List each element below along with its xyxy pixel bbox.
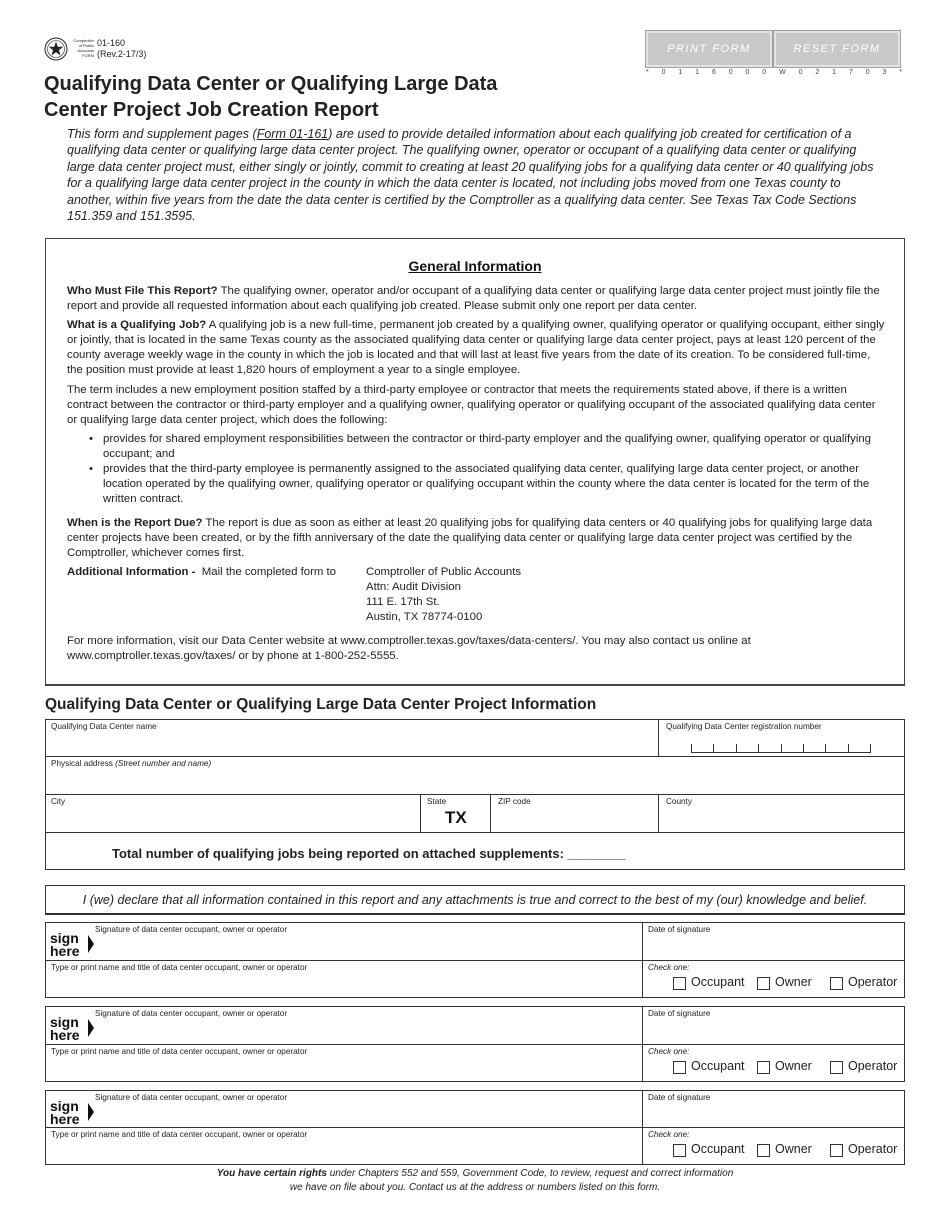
check-one-label: Check one: (648, 1047, 690, 1056)
sign-here-marker: sign here (50, 1098, 80, 1127)
owner-option-label: Owner (775, 1142, 812, 1156)
city-input[interactable] (51, 811, 411, 829)
date-of-signature-field[interactable] (642, 1006, 905, 1045)
physical-address-label: Physical address (Street number and name) (51, 759, 212, 768)
sign-here-arrow-icon (88, 1019, 94, 1037)
owner-checkbox[interactable] (757, 1061, 770, 1074)
operator-checkbox[interactable] (830, 1144, 843, 1157)
owner-checkbox[interactable] (757, 977, 770, 990)
operator-option-label: Operator (848, 1059, 898, 1073)
occupant-option-label: Occupant (691, 975, 745, 989)
date-of-signature-label: Date of signature (648, 1009, 711, 1018)
printed-name-field[interactable] (45, 1044, 643, 1082)
county-input[interactable] (666, 811, 896, 829)
sign-here-arrow-icon (88, 935, 94, 953)
zip-code-input[interactable] (498, 811, 648, 829)
zip-code-label: ZIP code (498, 797, 531, 806)
registration-number-boxes[interactable] (691, 744, 871, 753)
signature-field[interactable] (45, 1090, 643, 1128)
check-one-field (642, 1127, 905, 1165)
printed-name-field[interactable] (45, 1127, 643, 1165)
additional-info-label: Additional Information - Mail the completed form to (67, 566, 337, 578)
data-center-name-input[interactable] (51, 736, 651, 754)
check-one-field (642, 1044, 905, 1082)
date-of-signature-field[interactable] (642, 1090, 905, 1128)
occupant-option-label: Occupant (691, 1142, 745, 1156)
seal-text: Comptroller of Public Accounts FORM (73, 38, 94, 58)
print-form-button[interactable]: PRINT FORM (645, 30, 773, 68)
registration-number-label: Qualifying Data Center registration number (666, 722, 822, 731)
form-number: 01-160 (97, 38, 126, 48)
form-revision: (Rev.2-17/3) (97, 49, 147, 59)
operator-option-label: Operator (848, 975, 898, 989)
sign-here-arrow-icon (88, 1103, 94, 1121)
who-must-file-paragraph: Who Must File This Report? The qualifying owner, operator and/or occupant of a qualifying data center or qualifying large data center project must jointly file the report and provide all requested information about each qualifying job created. Please submit only one report per data center. (67, 285, 880, 312)
signature-field[interactable] (45, 922, 643, 961)
operator-option-label: Operator (848, 1142, 898, 1156)
date-of-signature-field[interactable] (642, 922, 905, 961)
occupant-checkbox[interactable] (673, 977, 686, 990)
form-01-161-link[interactable]: Form 01-161 (256, 127, 329, 141)
signature-label: Signature of data center occupant, owner or operator (95, 925, 288, 934)
printed-name-label: Type or print name and title of data center occupant, owner or operator (51, 963, 308, 972)
mailing-address: Comptroller of Public Accounts Attn: Audit Division 111 E. 17th St. Austin, TX 78774-0100 (366, 566, 522, 623)
physical-address-field[interactable] (45, 756, 905, 795)
signature-label: Signature of data center occupant, owner or operator (95, 1093, 288, 1102)
term-paragraph: The term includes a new employment position staffed by a third-party employee or contractor that meets the requirements stated above, if there is a written contract between the contractor or third-party employer and a qualifying owner, qualifying operator or qualifying occupant of the associated qualifying data center or qualifying large data center project, which does the following: (67, 384, 876, 426)
declaration-statement: I (we) declare that all information contained in this report and any attachments is true and correct to the best of my (our) knowledge and belief. (45, 885, 905, 914)
total-jobs-label[interactable]: Total number of qualifying jobs being reported on attached supplements: ________ (112, 846, 626, 861)
list-item: • provides that the third-party employee is permanently assigned to the associated qualifying data center, qualifying large data center project, or another location operated by the qualifying owner, qualifying operator or qualifying occupant within the county where the data center is located for the term of the written contract. (89, 463, 870, 505)
general-information-title: General Information (408, 258, 542, 274)
physical-address-input[interactable] (51, 773, 891, 791)
city-label: City (51, 797, 66, 806)
sign-here-marker: sign here (50, 1014, 80, 1043)
signature-label: Signature of data center occupant, owner or operator (95, 1009, 288, 1018)
owner-option-label: Owner (775, 1059, 812, 1073)
reset-form-button[interactable]: RESET FORM (773, 30, 901, 68)
report-due-paragraph: When is the Report Due? The report is due as soon as either at least 20 qualifying jobs for qualifying data centers or 40 qualifying jobs for qualifying large data center projects have been created, or by the fifth anniversary of the date the qualifying data center or qualifying large data center project was certified by the Comptroller, whichever comes first. (67, 517, 873, 559)
barcode-text: * 0 1 1 6 0 0 0 W 0 2 1 7 0 3 * (646, 69, 902, 76)
county-field[interactable] (658, 794, 905, 833)
data-center-name-label: Qualifying Data Center name (51, 722, 157, 731)
printed-name-label: Type or print name and title of data center occupant, owner or operator (51, 1130, 308, 1139)
state-value: TX (445, 808, 467, 827)
form-number-block (97, 38, 146, 60)
zip-code-field[interactable] (490, 794, 659, 833)
list-item: • provides for shared employment responsibilities between the contractor or third-party employer and the qualifying owner, qualifying operator or qualifying occupant; and (89, 433, 872, 460)
owner-option-label: Owner (775, 975, 812, 989)
city-field[interactable] (45, 794, 421, 833)
privacy-footer: You have certain rights under Chapters 552 and 559, Government Code, to review, request and correct information we have on file about you. Contact us at the address or numbers listed on this form. (216, 1168, 734, 1193)
qualifying-job-paragraph: What is a Qualifying Job? A qualifying job is a new full-time, permanent job created by a qualifying owner, qualifying operator or qualifying occupant, either singly or jointly, that is located in the same Texas county as the associated qualifying data center or qualifying large data center project, pays at least 120 percent of the county average weekly wage in the county in which the job is located and that will last at least five years from the date of its creation. To be considered full-time, the position must provide at least 1,820 hours of employment a year to a single employee. (67, 319, 885, 376)
printed-name-label: Type or print name and title of data center occupant, owner or operator (51, 1047, 308, 1056)
check-one-label: Check one: (648, 963, 690, 972)
texas-star-seal-icon (44, 37, 68, 61)
check-one-label: Check one: (648, 1130, 690, 1139)
check-one-field (642, 960, 905, 998)
operator-checkbox[interactable] (830, 977, 843, 990)
signature-field[interactable] (45, 1006, 643, 1045)
occupant-option-label: Occupant (691, 1059, 745, 1073)
owner-checkbox[interactable] (757, 1144, 770, 1157)
data-center-name-field[interactable] (45, 719, 659, 757)
page-title: Qualifying Data Center or Qualifying Large Data Center Project Job Creation Report (44, 73, 498, 121)
more-info-paragraph: For more information, visit our Data Center website at www.comptroller.texas.gov/taxes/data-centers/. You may also contact us online at www.comptroller.texas.gov/taxes/ or by phone at 1-800-252-5555. (67, 635, 751, 662)
intro-paragraph: This form and supplement pages (Form 01-161) are used to provide detailed information about each qualifying job created for certification of a qualifying data center or qualifying large data center project. The qualifying owner, operator or occupant of a qualifying data center or qualifying large data center project must, either singly or jointly, commit to creating at least 20 qualifying jobs for a qualifying data center or 40 qualifying jobs for a qualifying large data center project in the county in which the data center is located, not including jobs moved from one Texas county to another, within five years from the date the data center is certified by the Comptroller as a qualifying data center. See Texas Tax Code Sections 151.359 and 151.3595. (67, 127, 874, 224)
state-label: State (427, 797, 447, 806)
operator-checkbox[interactable] (830, 1061, 843, 1074)
project-info-title: Qualifying Data Center or Qualifying Large Data Center Project Information (45, 696, 597, 713)
printed-name-field[interactable] (45, 960, 643, 998)
date-of-signature-label: Date of signature (648, 1093, 711, 1102)
county-label: County (666, 797, 692, 806)
date-of-signature-label: Date of signature (648, 925, 711, 934)
occupant-checkbox[interactable] (673, 1061, 686, 1074)
occupant-checkbox[interactable] (673, 1144, 686, 1157)
sign-here-marker: sign here (50, 930, 80, 959)
